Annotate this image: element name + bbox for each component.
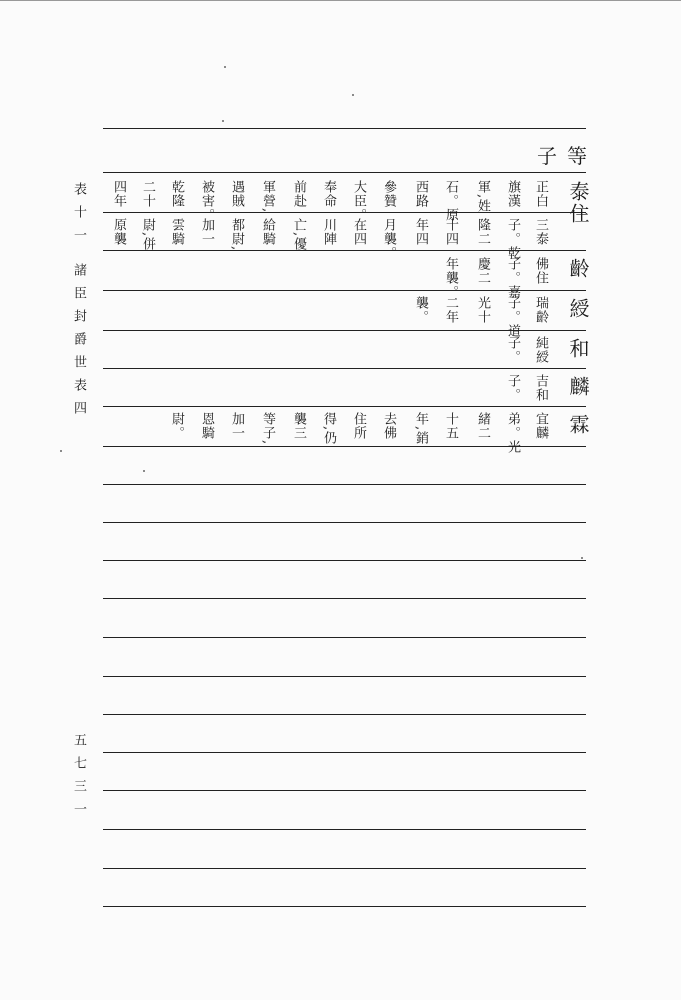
table-rule: [103, 522, 586, 523]
cell-text: 旗漢: [505, 180, 520, 208]
cell-text: 純綬: [533, 336, 548, 364]
cell-text: 得,仍: [321, 412, 336, 446]
table-rule: [103, 368, 586, 369]
row-name: 泰住: [566, 181, 590, 225]
cell-text: 原襲: [111, 218, 126, 246]
cell-text: 加一: [229, 412, 244, 440]
cell-text: 月襲。: [381, 218, 396, 260]
cell-text: 去佛: [381, 412, 396, 440]
cell-text: 慶二: [475, 257, 490, 285]
table-rule: [103, 406, 586, 407]
cell-text: 四年: [111, 180, 126, 208]
row-name: 和: [566, 338, 590, 360]
cell-text: 子。: [505, 374, 520, 402]
cell-text: 三泰: [533, 218, 548, 246]
sidebar-section: 表十一: [71, 182, 86, 251]
table-rule: [103, 906, 586, 907]
cell-text: 二十: [140, 180, 155, 208]
cell-text: 住所: [351, 412, 366, 440]
cell-text: 給騎: [260, 218, 275, 246]
cell-text: 年,銷: [413, 412, 428, 446]
cell-text: 尉。: [169, 412, 184, 440]
cell-text: 子。嘉: [505, 257, 520, 299]
cell-text: 正白: [533, 180, 548, 208]
cell-text: 石。原: [443, 180, 458, 222]
cell-text: 尉,併: [140, 218, 155, 252]
table-rule: [103, 714, 586, 715]
table-rule: [103, 212, 586, 213]
scan-speck: [352, 94, 354, 96]
cell-text: 十五: [443, 412, 458, 440]
cell-text: 佛住: [533, 257, 548, 285]
cell-text: 子。: [505, 336, 520, 364]
table-header: 子等: [537, 144, 597, 168]
scan-speck: [581, 557, 583, 559]
table-rule: [103, 637, 586, 638]
table-rule: [103, 868, 586, 869]
table-rule: [103, 128, 586, 129]
table-rule: [103, 560, 586, 561]
cell-text: 加一: [199, 218, 214, 246]
row-name: 麟: [566, 376, 590, 398]
scan-speck: [224, 66, 226, 68]
table-rule: [103, 676, 586, 677]
cell-text: 亡,優: [291, 218, 306, 252]
cell-text: 光十: [475, 296, 490, 324]
table-rule: [103, 172, 586, 173]
cell-text: 奉命: [321, 180, 336, 208]
cell-text: 都尉,: [229, 218, 244, 252]
row-name: 齡: [566, 258, 590, 280]
cell-text: 子。道: [505, 296, 520, 338]
cell-text: 恩騎: [199, 412, 214, 440]
cell-text: 參贊: [381, 180, 396, 208]
table-rule: [103, 484, 586, 485]
cell-text: 遇賊: [229, 180, 244, 208]
scan-edge: [0, 0, 681, 1]
cell-text: 襲。: [413, 296, 428, 324]
cell-text: 乾隆: [169, 180, 184, 208]
sidebar-title: 諸臣封爵世表四: [71, 263, 86, 424]
cell-text: 宜麟: [533, 412, 548, 440]
row-name: 綬: [566, 298, 590, 320]
cell-text: 年襲。: [443, 257, 458, 299]
table-rule: [103, 752, 586, 753]
cell-text: 在四: [351, 218, 366, 246]
cell-text: 隆二: [475, 218, 490, 246]
cell-text: 大臣。: [351, 180, 366, 222]
page-number: 五七三一: [71, 733, 86, 825]
cell-text: 軍,姓: [475, 180, 490, 214]
cell-text: 弟。光: [505, 412, 520, 454]
scan-speck: [60, 450, 62, 452]
cell-text: 前赴: [291, 180, 306, 208]
cell-text: 襲三: [291, 412, 306, 440]
table-rule: [103, 790, 586, 791]
cell-text: 子。乾: [505, 218, 520, 260]
scan-speck: [143, 470, 145, 472]
cell-text: 瑞齡: [533, 296, 548, 324]
row-name: 霖: [566, 414, 590, 436]
cell-text: 被害。: [199, 180, 214, 222]
cell-text: 等子,: [260, 412, 275, 446]
cell-text: 二年: [443, 296, 458, 324]
table-rule: [103, 829, 586, 830]
cell-text: 川陣: [321, 218, 336, 246]
cell-text: 雲騎: [169, 218, 184, 246]
cell-text: 西路: [413, 180, 428, 208]
scan-speck: [222, 120, 224, 122]
table-rule: [103, 598, 586, 599]
cell-text: 年四: [413, 218, 428, 246]
cell-text: 吉和: [533, 374, 548, 402]
cell-text: 十四: [443, 218, 458, 246]
cell-text: 軍營,: [260, 180, 275, 214]
cell-text: 緒二: [475, 412, 490, 440]
